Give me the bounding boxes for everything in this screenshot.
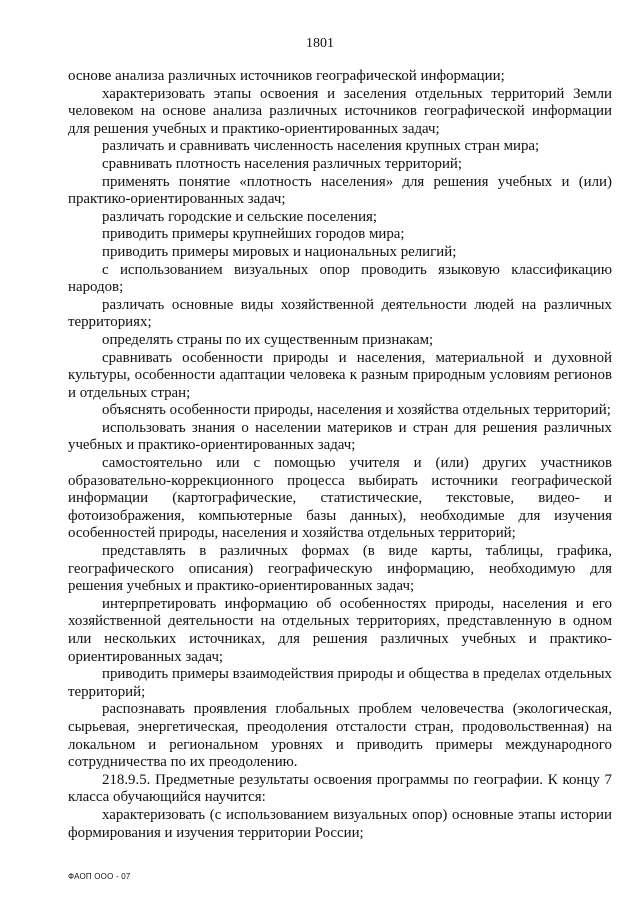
paragraph: представлять в различных формах (в виде карты, таблицы, графика, географического описания) географическую информацию, необходимую для решения учебных и практико-ориентированных задач; <box>68 543 612 595</box>
paragraph: приводить примеры крупнейших городов мира; <box>102 226 405 243</box>
paragraph: сравнивать особенности природы и населения, материальной и духовной культуры, особенности адаптации человека к разным природным условиям регионов и отдельных стран; <box>68 349 612 401</box>
paragraph: различать основные виды хозяйственной деятельности людей на различных территориях; <box>68 296 612 331</box>
paragraph: сравнивать плотность населения различных территорий; <box>102 155 463 172</box>
document-text <box>68 68 612 842</box>
page-number: 1801 <box>306 36 334 51</box>
paragraph: интерпретировать информацию об особенностях природы, населения и его хозяйственной деятельности на отдельных территориях, представленную в одном или нескольких источниках, для решения различных учебных и практико-ориентированных задач; <box>68 595 612 665</box>
paragraph: распознавать проявления глобальных проблем человечества (экологическая, сырьевая, энергетическая, преодоления отсталости стран, продовольственная) на локальном и региональном уровнях и приводить примеры международного сотрудничества по их преодолению. <box>68 701 612 771</box>
paragraph: приводить примеры взаимодействия природы и общества в пределах отдельных территорий; <box>68 666 612 700</box>
paragraph-continuation: основе анализа различных источников географической информации; <box>68 68 505 84</box>
paragraph: с использованием визуальных опор проводить языковую классификацию народов; <box>68 261 612 296</box>
paragraph: определять страны по их существенным признакам; <box>102 331 434 348</box>
section-heading-paragraph: 218.9.5. Предметные результаты освоения программы по географии. К концу 7 класса обучающийся научится: <box>68 771 612 806</box>
paragraph: использовать знания о населении материков и стран для решения различных учебных и практико-ориентированных задач; <box>68 419 612 454</box>
paragraph: применять понятие «плотность населения» для решения учебных и (или) практико-ориентированных задач; <box>68 173 612 208</box>
paragraph: объяснять особенности природы, населения и хозяйства отдельных территорий; <box>102 402 611 419</box>
paragraph: характеризовать (с использованием визуальных опор) основные этапы истории формирования и изучения территории России; <box>68 806 612 841</box>
paragraph: приводить примеры мировых и национальных религий; <box>102 243 457 260</box>
paragraph: самостоятельно или с помощью учителя и (или) других участников образовательно-коррекционного процесса выбирать источники географической информации (картографические, статистические, текстовые, видео- и фотоизображения, компьютерные базы данных), необходимые для изучения особенностей природы, населения и хозяйства отдельных территорий; <box>68 455 612 542</box>
paragraph: различать городские и сельские поселения; <box>102 208 378 225</box>
paragraph: характеризовать этапы освоения и заселения отдельных территорий Земли человеком на основе анализа различных источников географической информации для решения учебных и практико-ориентированных задач; <box>68 85 612 137</box>
footer-document-code: ФАОП ООО - 07 <box>68 872 131 881</box>
paragraph: различать и сравнивать численность населения крупных стран мира; <box>102 138 540 155</box>
